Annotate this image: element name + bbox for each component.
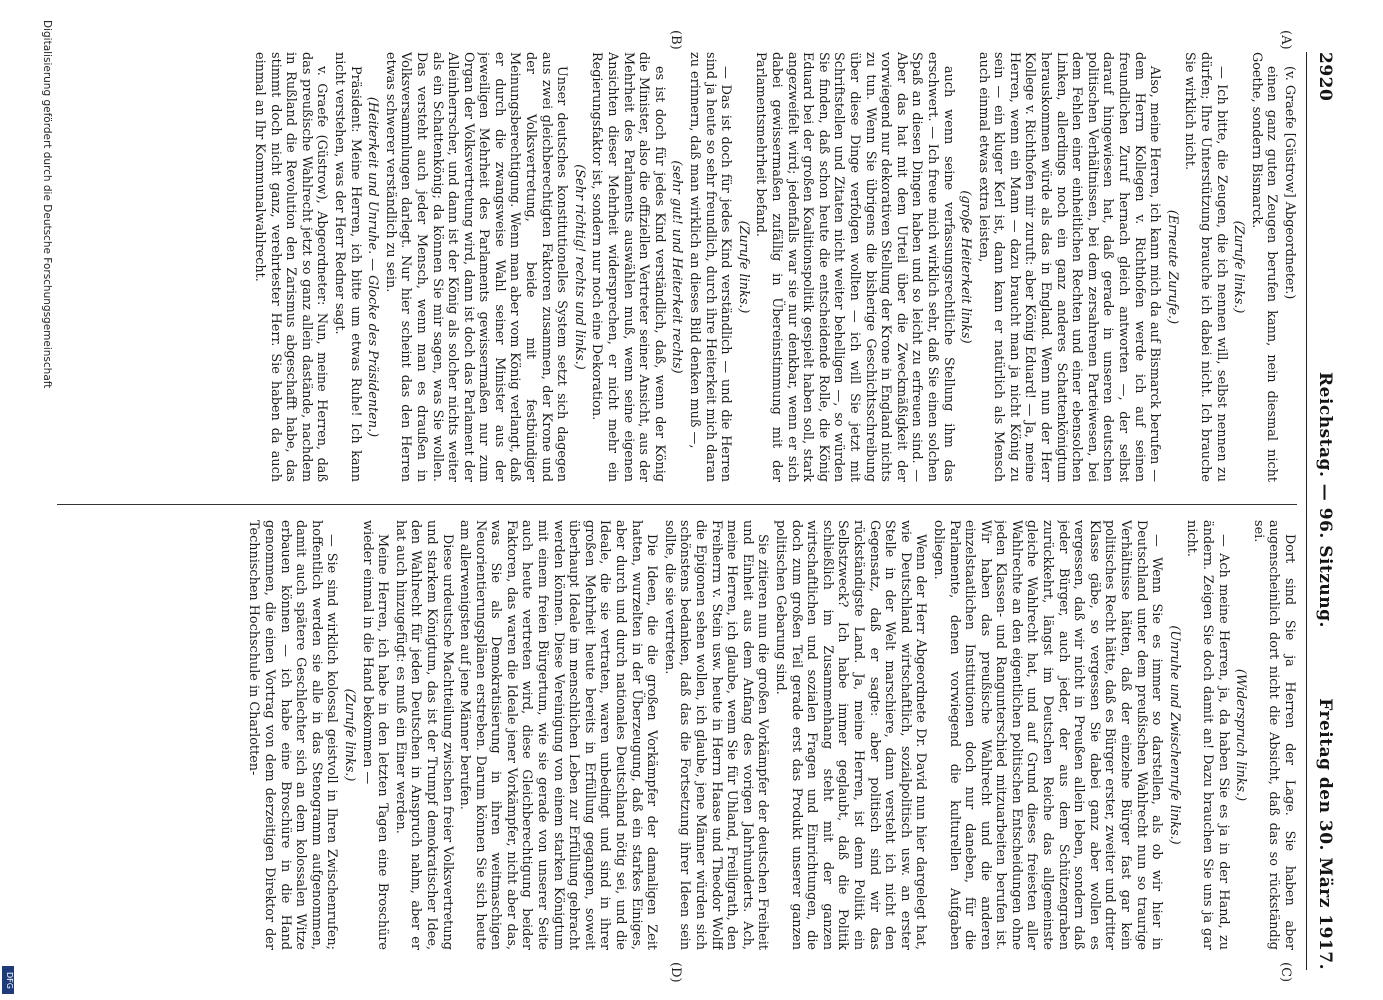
interjection: (Zurufe links.)	[1231, 220, 1247, 314]
page-number: 2920	[1315, 52, 1335, 102]
interjection: (Heiterkeit und Unruhe. — Glocke des Präsidenten.)	[365, 96, 381, 438]
paragraph: Meine Herren, ich habe in den letzten Tagen eine Broschüre wieder einmal in die Hand bekommen —	[359, 520, 391, 950]
paragraph: Unser deutsches konstitutionelles System setzt sich dagegen aus zwei gleichberechtigten Faktoren zusammen, der Krone und der Volksvertretung, beide mit festbündiger Meinungsberechtigung. Wenn man aber vom König verlangt, daß er durch die zwangsweise Wahl seiner Minister aus der jeweiligen Mehrheit des Parlaments gewissermaßen nur zum Organ der Volksvertretung wird, dann ist doch das Parlament der Alleinherrscher, und dann ist der König als solcher nichts weiter als ein Schattenkönig; da können Sie mir sagen, was Sie wollen. Das versteht auch jeder Mensch, wenn man es draußen in Volksversammlungen darlegt. Nur hier scheint das den Herren etwas schwerer verständlich zu sein.	[382, 52, 570, 482]
interjection: (Sehr richtig! rechts und links.)	[571, 164, 587, 370]
interjection: (Zurufe links.)	[341, 688, 357, 782]
interjection: (Unruhe und Zwischenrufe links.)	[1166, 625, 1182, 845]
paragraph: Also, meine Herren, ich kann mich da auf Bismarck berufen — dem Herrn Kollegen v. Richthofen werde ich auf seinen freundlichen Zuruf hernach gleich antworten —, der selbst darauf hingewiesen hat, daß gerade in unseren deutschen politischen Verhältnissen, bei dem zersahrenen Parteiwesen, bei dem Fehlen einer einheitlichen Rechten und einer ebensolchen Linken, allerdings noch ein ganz anderes Schattenkönigtum herauskommen würde als das in England. Wenn nun der Herr Kollege v. Richthofen mir zuruft: aber König Eduard! — Ja, meine Herren, wenn ein Mann — dazu braucht man ja nicht König zu sein — ein kluger Kerl ist, dann kann er natürlich als Mensch auch einmal etwas extra leisten,	[975, 52, 1163, 482]
paragraph: — Das ist doch für jedes Kind verständlich — und die Herren sind ja heute so sehr freundlich, durch ihre Heiterkeit mich daran zu erinnern, daß man wirklich an dieses Bild denken muß —,	[687, 52, 734, 482]
paragraph: — Wenn Sie es immer so darstellen, als ob wir hier in Deutschland unter dem preußischen Wahlrecht nun so traurige Verhältnisse hätten, daß der einzelne Bürger fast gar kein politisches Recht hätte, daß es Bürger erster, zweiter und dritter Klasse gäbe, so vergessen Sie dabei ganz aber wollen es vergessen, daß wir nicht in Preußen allein leben, sondern daß jeder Bürger, auch jeder, der aus dem Schützengraben zurückkehrt, längst im Deutschen Reiche das allgemeinste gleiche Wahlrecht hat, und auf Grund dieses freiesten aller Wahlrechte an den eigentlichen politischen Entscheidungen ohne jeden Klassen- und Rangunterschied mitzuarbeiten berufen ist. Wir haben das preußische Wahlrecht und die anderen einzelstaatlichen Institutionen doch nur daneben, für die Parlamente, denen vorwiegend die kulturellen Aufgaben obliegen.	[930, 520, 1165, 950]
paragraph: Sie zitieren nun die großen Vorkämpfer der deutschen Freiheit und Einheit aus dem Anfang des vorigen Jahrhunderts. Ach, meine Herren, ich glaube, wenn Sie für Uhland, Freiligrath, den Freiherrn v. Stein usw. heute in Herrn Haase und Theodor Wolff die Epigonen sehen wollen, ich glaube, jene Männer würden sich schönstens bedanken, daß das die Fortsetzung ihrer Ideen sein sollte, die sie vertreten.	[661, 520, 771, 950]
interjection: (sehr gut! und Heiterkeit rechts)	[669, 160, 685, 374]
page-header	[1309, 52, 1335, 970]
session-date: Freitag den 30. März 1917.	[1315, 698, 1335, 970]
interjection: (große Heiterkeit links)	[958, 190, 974, 344]
margin-mark-d: (D)	[668, 962, 683, 983]
column-divider	[57, 504, 1297, 505]
paragraph: Präsident: Meine Herren, ich bitte um etwas Ruhe! Ich kann nicht verstehen, was der Herr Redner sagt.	[331, 52, 363, 482]
digitization-credit: Digitalisierung gefördert durch die Deutsche Forschungsgemeinschaft	[41, 20, 53, 389]
paragraph: v. Graefe (Güstrow), Abgeordneter: Nun, meine Herren, daß das preußische Wahlrecht jetzt so ganz allein dastände, nachdem in Rußland die Revolution den Zarismus abgeschafft habe, das stimmt doch nicht ganz, verehrtester Herr. Sie haben da auch einmal an Ihr Kommunalwahlrecht.	[252, 52, 330, 482]
right-column	[57, 520, 1297, 950]
session-title: Reichstag. — 96. Sitzung.	[1315, 372, 1335, 628]
margin-mark-c: (C)	[1278, 962, 1293, 983]
paragraph: einen ganz guten Zeugen berufen kann, nein diesmal nicht Goethe, sondern Bismarck.	[1248, 52, 1280, 482]
paragraph: es ist doch für jedes Kind verständlich, daß, wenn der König die Minister, also die offiziellen Vertreter seiner Ansicht, aus der Mehrheit des Parlaments auswählen muß, wenn seine eigenen Ansichten dieser Mehrheit widersprechen, er nicht mehr ein Regierungsfaktor ist, sondern nur noch eine Dekoration.	[589, 52, 667, 482]
header-rule	[1306, 52, 1307, 970]
paragraph: Wenn der Herr Abgeordnete Dr. David nun hier dargelegt hat, wie Deutschland wirtschaftlich, sozialpolitisch usw. an erster Stelle in der Welt marschiere, dann versteht ich nicht den Gegensatz, daß er sagte: aber politisch sind wir das rückständigste Land. Ja, meine Herren, ist denn Politik ein Selbstzweck? Ich habe immer geglaubt, daß die Politik schließlich im Zusammenhang steht mit der ganzen wirtschaftlichen und sozialen Fragen und Einrichtungen, die doch zum großen Teil gerade erst das Produkt unserer ganzen politischen Gebarung sind.	[773, 520, 929, 950]
paragraph: — Ich bitte, die Zeugen, die ich nennen will, selbst nennen zu dürfen; Ihre Unterstützung brauche ich dabei nicht. Ich brauche Sie wirklich nicht.	[1182, 52, 1229, 482]
paragraph: auch wenn seine verfassungsrechtliche Stellung ihm das erschwert. — Ich freue mich wirklich sehr, daß Sie einen solchen Spaß an diesen Dingen haben und so leicht zu erfreuen sind. — Aber das hat mit dem Urteil über die Zweckmäßigkeit der vorwiegend nur dekorativen Stellung der Krone in England nichts zu tun. Wenn Sie übrigens die bisherige Geschichtsschreibung über diese Dinge verfolgen wollten — ich will Sie jetzt mit Schriftstellen und Zitaten nicht weiter behelligen —, so würden Sie finden, daß schon heute die entscheidende Rolle, die König Eduard bei der großen Koalitionspolitik gespielt haben soll, stark angezweifelt wird; jedenfalls war sie nur denkbar, wenn er sich dabei gewissermaßen zufällig in Übereinstimmung mit der Parlamentsmehrheit befand.	[753, 52, 956, 482]
interjection: (Zurufe links.)	[735, 220, 751, 314]
paragraph: (v. Graefe [Güstrow] Abgeordneter.)	[1282, 66, 1297, 300]
margin-mark-a: (A)	[1278, 30, 1293, 50]
margin-mark-b: (B)	[668, 30, 683, 50]
paragraph: — Sie sind wirklich kolossal geistvoll in Ihren Zwischenrufen; hoffentlich werden sie alle in das Stenogramm aufgenommen, damit auch spätere Geschlechter sich an dem kolossalen Witze erbauen können — ich habe eine Broschüre in die Hand genommen, die einen Vortrag von dem derzeitigen Direktor der Technischen Hochschule in Charlotten-	[246, 520, 340, 950]
left-column	[57, 52, 1297, 482]
interjection: (Widerspruch links.)	[1233, 668, 1249, 802]
dfg-logo: DFG	[2, 966, 14, 994]
paragraph: Die Ideen, die die großen Vorkämpfer der damaligen Zeit hatten, wurzelten in der Überzeugung, daß ein starkes Einiges, aber durch und durch nationales Deutschland nötig sei, und die Ideale, die sie vertraten, waren unbedingt und sind in ihrer großen Mehrheit heute bereits in Erfüllung gegangen, soweit überhaupt Ideale im menschlichen Leben zur Erfüllung gebracht werden können. Diese Vereinigung von einem starken Königtum mit einem freien Bürgertum, wie sie gerade von unserer Seite auch heute vertreten wird, diese Gleichberechtigung beider Faktoren, das waren die Ideale jener Vorkämpfer, nicht aber das, was Sie als Demokratisierung in ihren weitmaschigen Neuorientierungsplänen erstreben. Darum können Sie sich heute am allerwenigsten auf jene Männer berufen.	[457, 520, 660, 950]
paragraph: Dort sind Sie ja Herren der Lage. Sie haben aber augenscheinlich dort nicht die Absicht, daß das so rückständig sei.	[1250, 520, 1297, 950]
paragraph: — Ach meine Herren, ja, da haben Sie es ja in der Hand, zu ändern. Zeigen Sie doch damit an! Dazu brauchen Sie uns ja gar nicht.	[1184, 520, 1231, 950]
interjection: (Erneute Zurufe.)	[1164, 209, 1180, 325]
paragraph: Diese urdeutsche Machtteilung zwischen freier Volksvertretung und starkem Königtum, das ist der Trumpf demokratischer Idee, den Wahlrecht für jeden Deutschen in Anspruch nahm, aber er hat auch hinzugefügt: es muß ein Einer werden.	[392, 520, 455, 950]
